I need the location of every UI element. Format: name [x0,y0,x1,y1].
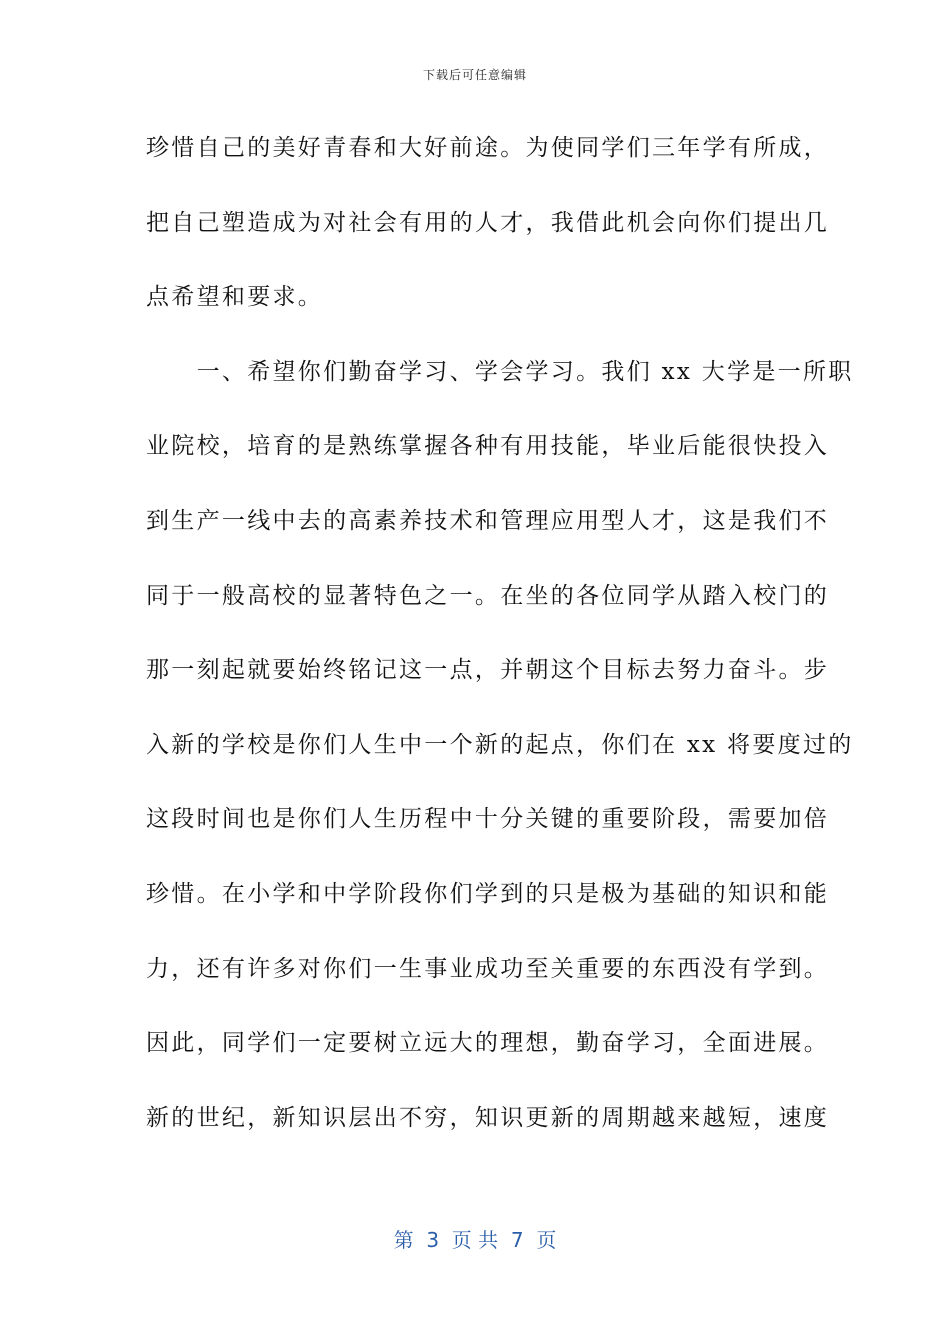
body-line-5: 业院校，培育的是熟练掌握各种有用技能，毕业后能很快投入 [146,433,830,460]
body-line-2: 把自己塑造成为对社会有用的人才，我借此机会向你们提出几 [146,209,830,236]
body-line-9: 入新的学校是你们人生中一个新的起点，你们在 xx 将要度过的 [146,731,854,758]
body-line-4: 一、希望你们勤奋学习、学会学习。我们 xx 大学是一所职 [146,358,854,385]
body-line-1: 珍惜自己的美好青春和大好前途。为使同学们三年学有所成， [146,135,830,161]
body-line-3: 点希望和要求。 [146,284,324,311]
body-line-8: 那一刻起就要始终铭记这一点，并朝这个目标去努力奋斗。步 [146,657,830,684]
page-number-footer: 第 3 页 共 7 页 [393,1228,557,1252]
body-line-7: 同于一般高校的显著特色之一。在坐的各位同学从踏入校门的 [146,582,830,609]
body-line-11: 珍惜。在小学和中学阶段你们学到的只是极为基础的知识和能 [146,880,830,907]
body-line-6: 到生产一线中去的高素养技术和管理应用型人才，这是我们不 [146,507,830,534]
body-line-14: 新的世纪，新知识层出不穷，知识更新的周期越来越短，速度 [146,1104,830,1131]
document-body [146,120,854,1164]
body-line-12: 力，还有许多对你们一生事业成功至关重要的东西没有学到。 [146,955,830,982]
body-line-13: 因此，同学们一定要树立远大的理想，勤奋学习，全面进展。 [146,1030,830,1057]
body-line-10: 这段时间也是你们人生历程中十分关键的重要阶段，需要加倍 [146,806,830,833]
header-note: 下载后可任意编辑 [422,68,527,82]
